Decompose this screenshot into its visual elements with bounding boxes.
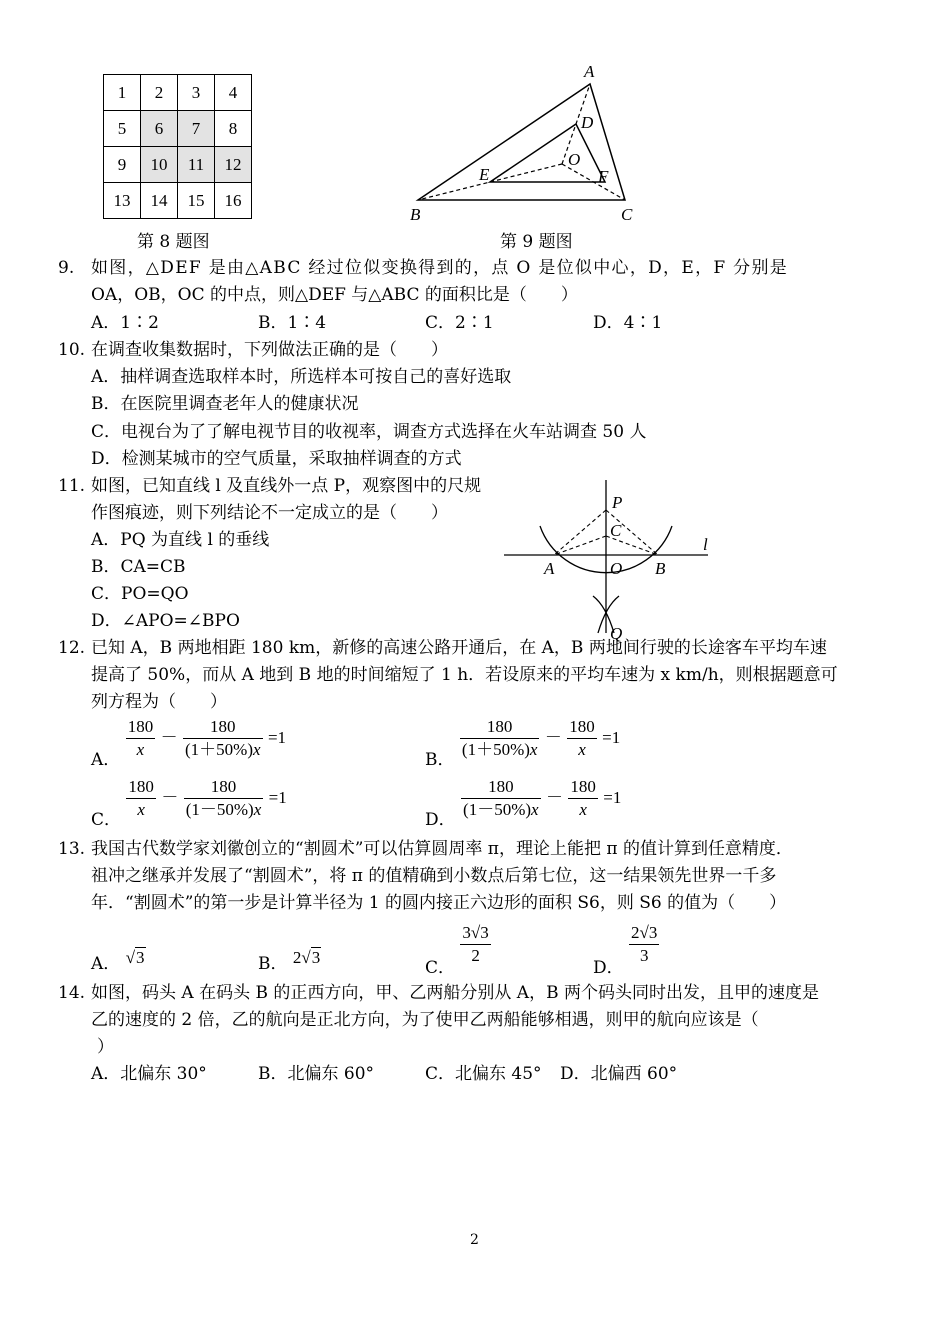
- q9-stem-line2: OA，OB，OC 的中点，则△DEF 与△ABC 的面积比是（ ）: [91, 285, 578, 305]
- page-number: 2: [470, 1232, 479, 1248]
- number-grid: [103, 74, 252, 219]
- q9-option-a: A．1∶2: [91, 313, 159, 333]
- option-letter: C．: [91, 810, 122, 830]
- grid-cell-shaded: 11: [178, 147, 215, 183]
- triangle-def: [490, 124, 605, 182]
- label-a: A: [544, 559, 555, 578]
- grid-cell: 9: [104, 147, 141, 183]
- q11-stem-line2: 作图痕迹，则下列结论不一定成立的是（ ）: [91, 503, 448, 523]
- q9-option-d: D．4∶1: [593, 313, 663, 333]
- fraction: $\frac{180}{(1-50\%)x}$: [185, 777, 262, 819]
- q14-option-d: D．北偏西 60°: [560, 1064, 678, 1084]
- sqrt-expression: √3: [125, 948, 145, 967]
- sqrt-expression: 2√3: [292, 948, 321, 967]
- figure-11: [500, 478, 720, 643]
- option-letter: B．: [258, 954, 288, 974]
- q14-stem-line3: ）: [97, 1037, 114, 1057]
- label-e: E: [479, 165, 490, 184]
- grid-cell: 5: [104, 111, 141, 147]
- fraction: $\frac{3√3}{2}$: [462, 923, 489, 965]
- q11-number: 11.: [58, 476, 86, 496]
- fraction: $\frac{180}{(1-50\%)x}$: [463, 777, 539, 819]
- grid-row: [104, 75, 252, 111]
- q13-stem-line1: 我国古代数学家刘徽创立的“割圆术”可以估算圆周率 π，理论上能把 π 的值计算到任意精度．: [91, 839, 793, 859]
- option-letter: A．: [91, 750, 121, 770]
- fraction: $\frac{180}{x}$: [569, 717, 595, 759]
- fraction: $\frac{180}{x}$: [127, 717, 154, 759]
- label-b: B: [655, 559, 666, 578]
- option-letter: D．: [593, 958, 624, 978]
- grid-cell: 15: [178, 183, 215, 219]
- label-b: B: [410, 205, 421, 224]
- q13-option-b: [258, 948, 321, 974]
- q9-option-b: B．1∶4: [258, 313, 327, 333]
- q11-stem-line1: 如图，已知直线 l 及直线外一点 P，观察图中的尺规: [91, 476, 482, 496]
- grid-cell-shaded: 7: [178, 111, 215, 147]
- label-p: P: [612, 493, 623, 512]
- option-letter: C．: [425, 958, 456, 978]
- q10-option-a: A．抽样调查选取样本时，所选样本可按自己的喜好选取: [91, 367, 512, 387]
- grid-row: [104, 183, 252, 219]
- q12-option-a: A． $\frac{180}{x}$ － $\frac{180}{(1+50\%)x}$ =1: [91, 717, 287, 770]
- q9-option-c: C．2∶1: [425, 313, 494, 333]
- q14-option-a: A．北偏东 30°: [91, 1064, 207, 1084]
- grid-row: [104, 111, 252, 147]
- label-o: O: [568, 150, 581, 169]
- fraction: $\frac{2√3}{3}$: [631, 923, 658, 965]
- q13-stem-line3: 年．“割圆术”的第一步是计算半径为 1 的圆内接正六边形的面积 S6，则 S6 的值为（ ）: [91, 893, 787, 913]
- q12-stem-line2: 提高了 50%，而从 A 地到 B 地的时间缩短了 1 h．若设原来的平均车速为 x km/h，则根据题意可: [91, 665, 838, 685]
- q14-stem-line1: 如图，码头 A 在码头 B 的正西方向，甲、乙两船分别从 A，B 两个码头同时出发，且甲的速度是: [91, 983, 819, 1003]
- q13-option-c: [425, 922, 491, 978]
- label-f: F: [598, 167, 609, 186]
- figure-9: [400, 60, 650, 230]
- q11-option-a: A．PQ 为直线 l 的垂线: [91, 530, 270, 550]
- grid-cell: 2: [141, 75, 178, 111]
- q11-option-d: D．∠APO=∠BPO: [91, 611, 240, 631]
- grid-cell: 13: [104, 183, 141, 219]
- grid-cell: 1: [104, 75, 141, 111]
- q14-number: 14.: [58, 983, 86, 1003]
- q13-option-d: [593, 922, 659, 978]
- q12-stem-line1: 已知 A，B 两地相距 180 km，新修的高速公路开通后，在 A，B 两地间行驶的长途客车平均车速: [91, 638, 827, 658]
- q13-number: 13.: [58, 839, 86, 859]
- q10-option-c: C．电视台为了了解电视节目的收视率，调查方式选择在火车站调查 50 人: [91, 422, 647, 442]
- q10-option-d: D．检测某城市的空气质量，采取抽样调查的方式: [91, 449, 462, 469]
- label-q: Q: [610, 624, 623, 643]
- option-letter: A．: [91, 954, 121, 974]
- fraction: $\frac{180}{x}$: [128, 777, 154, 819]
- grid-cell: 4: [215, 75, 252, 111]
- q9-number: 9.: [58, 258, 75, 278]
- figure-9-caption: 第 9 题图: [500, 232, 573, 252]
- q10-number: 10.: [58, 340, 86, 360]
- segment-ca: [554, 536, 606, 555]
- q11-option-b: B．CA=CB: [91, 557, 186, 577]
- q14-option-c: C．北偏东 45°: [425, 1064, 542, 1084]
- q11-option-c: C．PO=QO: [91, 584, 189, 604]
- q12-number: 12.: [58, 638, 86, 658]
- grid-cell: 8: [215, 111, 252, 147]
- label-c: C: [621, 205, 633, 224]
- q12-option-b: B． $\frac{180}{(1+50\%)x}$ － $\frac{180}{x}$ =1: [425, 717, 621, 770]
- q10-stem: 在调查收集数据时，下列做法正确的是（ ）: [91, 340, 448, 360]
- q13-option-a: [91, 948, 146, 974]
- label-a: A: [584, 62, 595, 81]
- label-o: O: [610, 559, 623, 578]
- label-c: C: [610, 521, 622, 540]
- fraction: $\frac{180}{(1+50\%)x}$: [461, 717, 538, 759]
- q12-option-d: D． $\frac{180}{(1-50\%)x}$ － $\frac{180}{x}$ =1: [425, 777, 622, 830]
- figure-8: [103, 74, 252, 219]
- grid-row: [104, 147, 252, 183]
- fraction: $\frac{180}{x}$: [570, 777, 596, 819]
- grid-cell: 3: [178, 75, 215, 111]
- q9-stem-line1: 如图，△DEF 是由△ABC 经过位似变换得到的，点 O 是位似中心，D，E，F 分别是: [91, 258, 789, 278]
- label-d: D: [581, 113, 594, 132]
- grid-cell-shaded: 10: [141, 147, 178, 183]
- q12-stem-line3: 列方程为（ ）: [91, 692, 227, 712]
- q12-option-c: C． $\frac{180}{x}$ － $\frac{180}{(1-50\%)x}$ =1: [91, 777, 287, 830]
- grid-cell: 16: [215, 183, 252, 219]
- q14-option-b: B．北偏东 60°: [258, 1064, 375, 1084]
- option-letter: D．: [425, 810, 456, 830]
- q13-stem-line2: 祖冲之继承并发展了“割圆术”，将 π 的值精确到小数点后第七位，这一结果领先世界一千多: [91, 866, 777, 886]
- option-letter: B．: [425, 750, 455, 770]
- grid-cell-shaded: 6: [141, 111, 178, 147]
- q14-stem-line2: 乙的速度的 2 倍，乙的航向是正北方向，为了使甲乙两船能够相遇，则甲的航向应该是（: [91, 1010, 759, 1030]
- figure-8-caption: 第 8 题图: [137, 232, 210, 252]
- segment-pa: [554, 510, 606, 555]
- q10-option-b: B．在医院里调查老年人的健康状况: [91, 394, 359, 414]
- label-l: l: [703, 535, 708, 554]
- grid-cell-shaded: 12: [215, 147, 252, 183]
- fraction: $\frac{180}{(1+50\%)x}$: [185, 717, 261, 759]
- grid-cell: 14: [141, 183, 178, 219]
